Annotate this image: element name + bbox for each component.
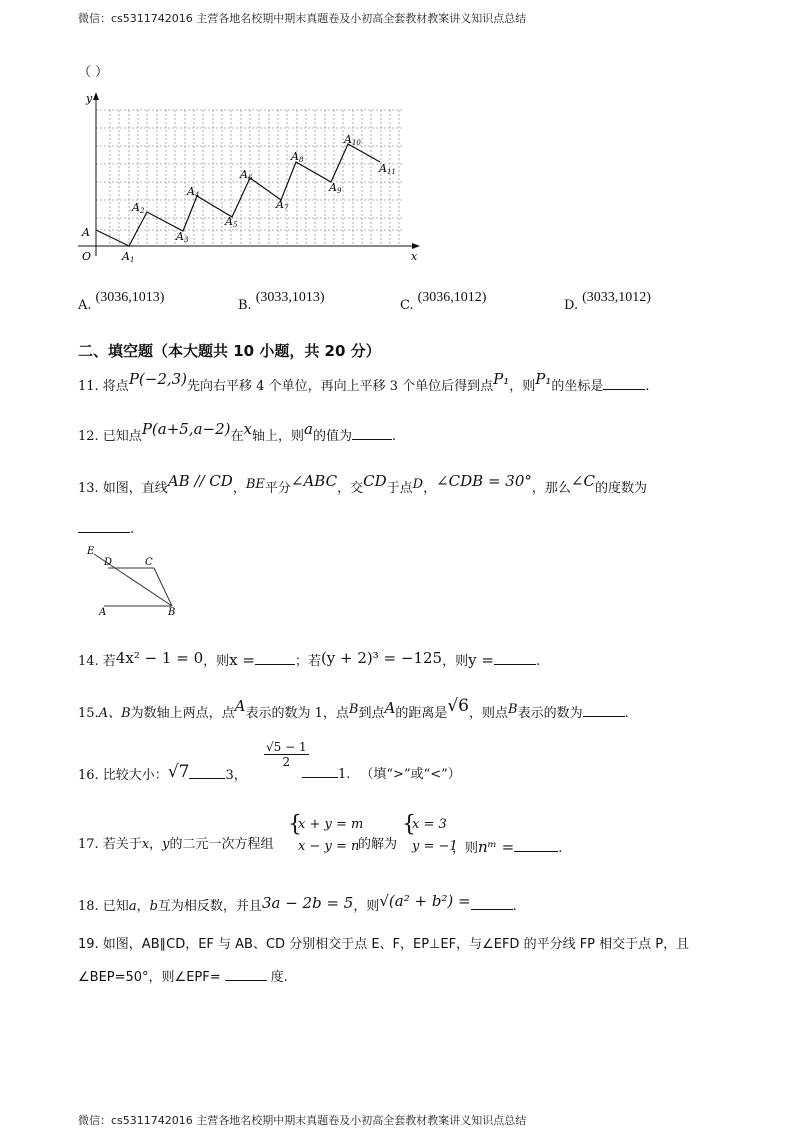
figure-13	[84, 544, 188, 616]
option-b[interactable]: B.(3033,1013)	[238, 290, 325, 313]
fig13-label-a: A	[99, 607, 107, 616]
point-label-A5: A5	[225, 215, 238, 229]
section-title: 二、填空题（本大题共 10 小题，共 20 分）	[78, 342, 381, 360]
answer-paren: （ ）	[78, 65, 109, 80]
answer-blank[interactable]	[189, 766, 225, 779]
point-label-A9: A9	[329, 181, 342, 195]
answer-blank[interactable]	[471, 897, 513, 910]
answer-blank[interactable]	[603, 377, 645, 390]
answer-blank[interactable]	[583, 704, 625, 717]
point-label-A6: A6	[240, 168, 253, 182]
question-17-end: ，则nᵐ = .	[452, 838, 563, 856]
equation-system: x + y = m x − y = n	[298, 817, 364, 854]
zigzag-coordinate-figure	[70, 88, 430, 268]
fig13-label-c: C	[145, 557, 153, 568]
fraction-sqrt5-1-over-2: √5 − 1 2	[266, 740, 307, 769]
point-label-A7: A7	[276, 198, 289, 212]
point-label-A1: A1	[122, 250, 135, 264]
x-axis-arrow	[412, 243, 420, 249]
fig13-label-b: B	[168, 607, 176, 616]
system-brace-left: {	[288, 812, 302, 837]
answer-blank[interactable]	[514, 839, 558, 852]
fig13-label-e: E	[87, 546, 95, 557]
question-19-line1: 19. 如图，AB∥CD，EF 与 AB、CD 分别相交于点 E、F，EP⊥EF，与∠EFD 的平分线 FP 相交于点 P，且	[78, 937, 690, 952]
option-a[interactable]: A.(3036,1013)	[78, 290, 165, 313]
point-label-A: A	[82, 226, 90, 239]
question-16-part2: 1. （填“>”或“<”）	[302, 765, 461, 784]
answer-blank[interactable]	[352, 427, 392, 440]
answer-blank[interactable]	[78, 520, 130, 533]
page-footer: 微信：cs5311742016 主营各地名校期中期末真题卷及小初高全套教材教案讲义知识点总结	[78, 1114, 527, 1127]
option-d[interactable]: D.(3033,1012)	[564, 290, 651, 313]
question-19-line2: ∠BEP=50°，则∠EPF= 度.	[78, 970, 288, 985]
point-label-A11: A11	[379, 162, 396, 176]
question-13: 13. 如图，直线AB // CD，BE平分∠ABC，交CD于点D，∠CDB = 30°，那么∠C的度数为	[78, 472, 647, 496]
answer-blank[interactable]	[255, 652, 295, 665]
question-11: 11. 将点P(−2,3)先向右平移 4 个单位，再向上平移 3 个单位后得到点P₁，则P₁的坐标是 .	[78, 370, 650, 394]
question-14: 14. 若4x² − 1 = 0，则x = ；若(y + 2)³ = −125，则y = .	[78, 649, 541, 669]
question-15: 15.A、B为数轴上两点，点A表示的数为 1，点B到点A的距离是√6，则点B表示的数为 .	[78, 696, 629, 721]
question-13-answer: .	[78, 520, 134, 539]
fig13-label-d: D	[104, 557, 113, 568]
solution-system: x = 3 y = −1	[412, 817, 458, 854]
y-axis-arrow	[93, 92, 99, 100]
question-12: 12. 已知点P(a+5,a−2)在x轴上，则a的值为 .	[78, 420, 397, 444]
point-label-A4: A4	[187, 185, 200, 199]
page-header: 微信：cs5311742016 主营各地名校期中期末真题卷及小初高全套教材教案讲义知识点总结	[78, 12, 527, 25]
question-18: 18. 已知a，b互为相反数，并且3a − 2b = 5，则√(a² + b²) = .	[78, 892, 517, 914]
point-label-A2: A2	[132, 201, 145, 215]
answer-blank[interactable]	[302, 765, 338, 778]
question-16: 16. 比较大小：√7 3，	[78, 762, 247, 783]
origin-label: O	[82, 250, 92, 263]
question-17: 17. 若关于x，y的二元一次方程组	[78, 837, 274, 852]
y-axis-label: y	[86, 92, 93, 105]
x-axis-label: x	[411, 250, 418, 263]
point-label-A3: A3	[176, 230, 189, 244]
point-label-A8: A8	[291, 150, 304, 164]
question-17-mid: 的解为	[358, 837, 398, 852]
option-c[interactable]: C.(3036,1012)	[400, 290, 487, 313]
point-label-A10: A10	[344, 133, 361, 147]
solution-brace-left: {	[402, 812, 416, 837]
answer-blank[interactable]	[494, 652, 536, 665]
answer-blank[interactable]	[225, 968, 267, 981]
zigzag-path	[96, 144, 380, 246]
